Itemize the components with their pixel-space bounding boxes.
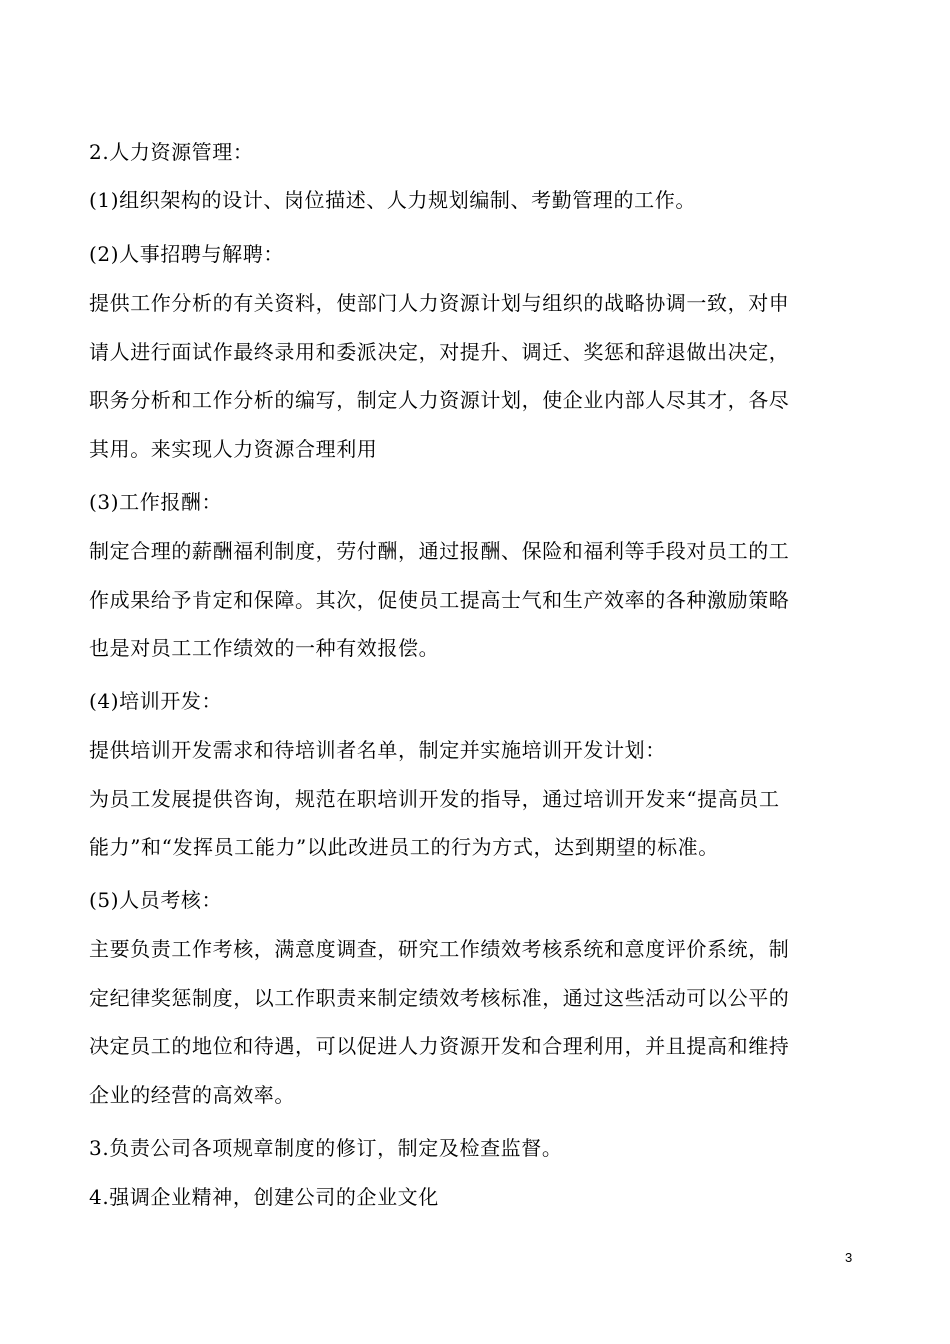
item-5-appraisal-heading: (5)人员考核：	[89, 888, 223, 912]
item-regulations: 3.负责公司各项规章制度的修订，制定及检查监督。	[89, 1136, 563, 1160]
training-paragraph-line-1: 提供培训开发需求和待培训者名单，制定并实施培训开发计划：	[89, 738, 666, 762]
item-2-recruitment-heading: (2)人事招聘与解聘：	[89, 242, 284, 266]
appraisal-paragraph-line-4: 企业的经营的高效率。	[89, 1083, 295, 1107]
training-paragraph-line-2: 为员工发展提供咨询，规范在职培训开发的指导，通过培训开发来“提高员工	[89, 787, 780, 811]
compensation-paragraph-line-2: 作成果给予肯定和保障。其次，促使员工提高士气和生产效率的各种激励策略	[89, 588, 790, 612]
item-corporate-culture: 4.强调企业精神，创建公司的企业文化	[89, 1185, 439, 1209]
appraisal-paragraph-line-3: 决定员工的地位和待遇，可以促进人力资源开发和合理利用，并且提高和维持	[89, 1034, 790, 1058]
appraisal-paragraph-line-1: 主要负责工作考核，满意度调查，研究工作绩效考核系统和意度评价系统，制	[89, 937, 790, 961]
recruitment-paragraph-line-2: 请人进行面试作最终录用和委派决定，对提升、调迁、奖惩和辞退做出决定，	[89, 340, 790, 364]
item-4-training-heading: (4)培训开发：	[89, 689, 223, 713]
heading-hr-management: 2.人力资源管理：	[89, 140, 254, 164]
recruitment-paragraph-line-3: 职务分析和工作分析的编写，制定人力资源计划，使企业内部人尽其才，各尽	[89, 388, 790, 412]
compensation-paragraph-line-3: 也是对员工工作绩效的一种有效报偿。	[89, 636, 440, 660]
recruitment-paragraph-line-1: 提供工作分析的有关资料，使部门人力资源计划与组织的战略协调一致，对申	[89, 291, 790, 315]
page-number: 3	[845, 1250, 853, 1265]
recruitment-paragraph-line-4: 其用。来实现人力资源合理利用	[89, 437, 378, 461]
training-paragraph-line-3: 能力”和“发挥员工能力”以此改进员工的行为方式，达到期望的标准。	[89, 835, 719, 859]
item-3-compensation-heading: (3)工作报酬：	[89, 490, 223, 514]
item-1-org-structure: (1)组织架构的设计、岗位描述、人力规划编制、考勤管理的工作。	[89, 188, 696, 212]
appraisal-paragraph-line-2: 定纪律奖惩制度，以工作职责来制定绩效考核标准，通过这些活动可以公平的	[89, 986, 790, 1010]
compensation-paragraph-line-1: 制定合理的薪酬福利制度，劳付酬，通过报酬、保险和福利等手段对员工的工	[89, 539, 790, 563]
